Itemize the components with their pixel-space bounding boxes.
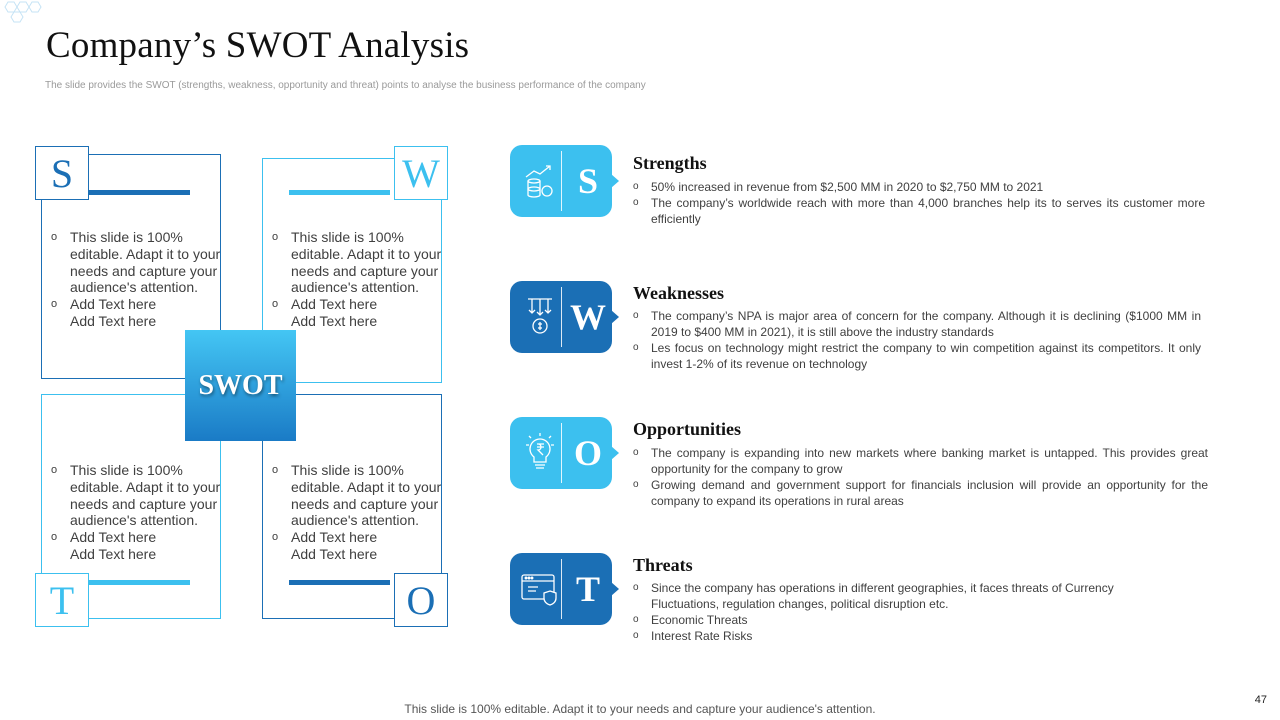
- threats-heading: Threats: [633, 555, 693, 575]
- list-item: o Add Text here Add Text here: [51, 296, 181, 330]
- list-item: o The company’s NPA is major area of concern for the company. Although it is declining ($1000 MM in 2019 to $400 MM in 2021), it is still above the industry standards: [633, 308, 1201, 340]
- quadrant-o-bar: [289, 580, 390, 585]
- swot-center-label: SWOT: [185, 330, 296, 441]
- quadrant-o-list: [272, 462, 442, 563]
- slide-title: Company’s SWOT Analysis: [46, 25, 470, 66]
- list-item: o This slide is 100% editable. Adapt it to your needs and capture your audience's attention.: [272, 229, 442, 296]
- strengths-list: [633, 179, 1205, 227]
- badge-divider: [561, 151, 562, 211]
- badge-divider: [561, 423, 562, 483]
- quadrant-t-list: [51, 462, 221, 563]
- quadrant-t-letter: T: [35, 573, 89, 627]
- list-item: o 50% increased in revenue from $2,500 MM in 2020 to $2,750 MM to 2021: [633, 179, 1205, 195]
- quadrant-w-bar: [289, 190, 390, 195]
- slide-subtitle: The slide provides the SWOT (strengths, weakness, opportunity and threat) points to analyse the business performance of the company: [45, 80, 646, 91]
- weaknesses-heading: Weaknesses: [633, 283, 725, 303]
- threats-list: [633, 580, 1173, 644]
- badge-pointer: [611, 174, 619, 188]
- quadrant-w-letter: W: [394, 146, 448, 200]
- quadrant-w-list: [272, 229, 442, 330]
- list-item: o The company is expanding into new markets where banking market is untapped. This provides great opportunity for the company to grow: [633, 445, 1208, 477]
- opportunities-list: [633, 445, 1208, 509]
- list-item: o This slide is 100% editable. Adapt it to your needs and capture your audience's attention.: [51, 462, 221, 529]
- slide-footer: This slide is 100% editable. Adapt it to your needs and capture your audience's attention.: [404, 702, 876, 716]
- list-item: o This slide is 100% editable. Adapt it to your needs and capture your audience's attention.: [272, 462, 442, 529]
- list-item: o Growing demand and government support for financials inclusion will provide an opportunity for the company to expand its operations in rural areas: [633, 477, 1208, 509]
- badge-pointer: [611, 446, 619, 460]
- list-item: o This slide is 100% editable. Adapt it to your needs and capture your audience's attention.: [51, 229, 221, 296]
- threats-letter: T: [575, 569, 600, 609]
- weaknesses-list: [633, 308, 1201, 372]
- list-item: o Economic Threats: [633, 612, 1173, 628]
- quadrant-s-list: [51, 229, 221, 330]
- strengths-letter: S: [577, 161, 599, 201]
- badge-pointer: [611, 310, 619, 324]
- badge-divider: [561, 287, 562, 347]
- list-item: o Add Text here Add Text here: [272, 296, 402, 330]
- browser-shield-icon: [518, 567, 562, 611]
- list-item: o Since the company has operations in different geographies, it faces threats of Currency Fluctuations, regulation changes, political disruption etc.: [633, 580, 1173, 612]
- list-item: o The company’s worldwide reach with more than 4,000 branches help its to serves its customer more efficiently: [633, 195, 1205, 227]
- quadrant-t-bar: [89, 580, 190, 585]
- page-number: 47: [1254, 694, 1267, 706]
- opportunities-badge: [510, 417, 612, 489]
- opportunities-letter: O: [573, 433, 602, 473]
- list-item: o Add Text here Add Text here: [272, 529, 402, 563]
- list-item: o Add Text here Add Text here: [51, 529, 181, 563]
- badge-divider: [561, 559, 562, 619]
- coins-chart-icon: [518, 159, 562, 203]
- weaknesses-badge: [510, 281, 612, 353]
- weaknesses-letter: W: [570, 297, 606, 337]
- quadrant-s-letter: S: [35, 146, 89, 200]
- money-decline-icon: [518, 295, 562, 339]
- rupee-bulb-icon: [518, 431, 562, 475]
- list-item: o Les focus on technology might restrict the company to win competition against its competitors. It only invest 1-2% of its revenue on technology: [633, 340, 1201, 372]
- threats-badge: [510, 553, 612, 625]
- strengths-heading: Strengths: [633, 153, 707, 173]
- quadrant-s-bar: [89, 190, 190, 195]
- hexagon-decoration-icon: [0, 0, 60, 24]
- quadrant-o-letter: O: [394, 573, 448, 627]
- strengths-badge: [510, 145, 612, 217]
- list-item: o Interest Rate Risks: [633, 628, 1173, 644]
- badge-pointer: [611, 582, 619, 596]
- opportunities-heading: Opportunities: [633, 419, 742, 439]
